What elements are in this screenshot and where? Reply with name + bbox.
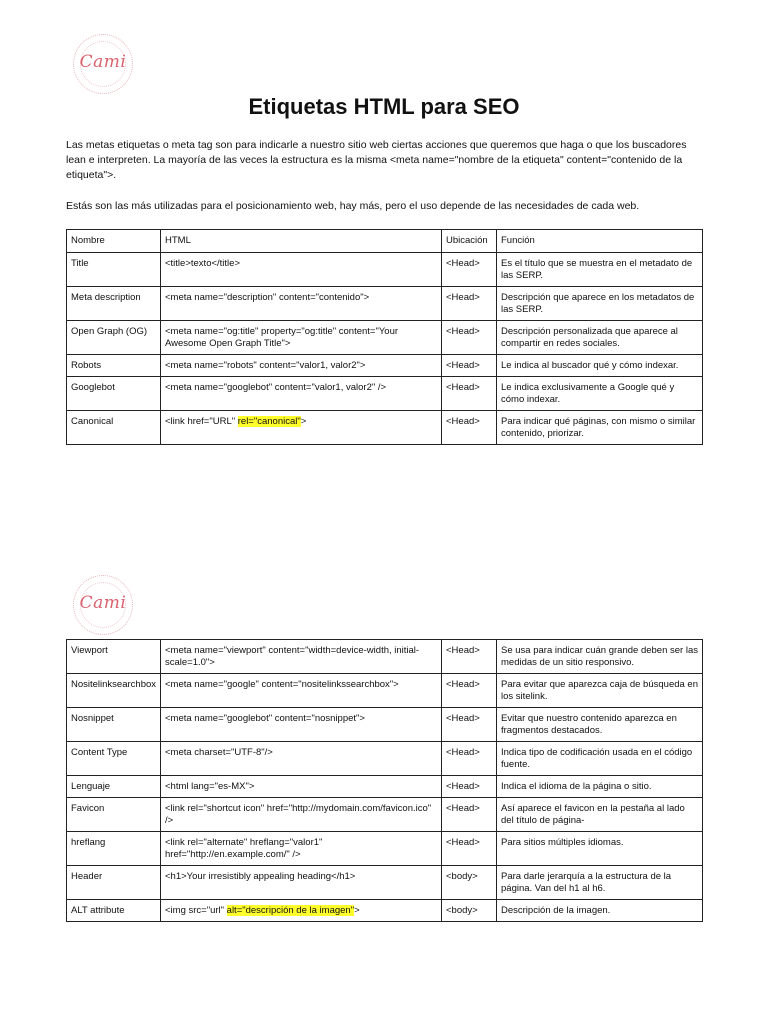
seo-tags-table: [66, 229, 703, 445]
html-code: <meta charset="UTF-8"/>: [165, 747, 273, 758]
html-code: <link rel="shortcut icon" href="http://mydomain.com/favicon.ico" />: [165, 803, 432, 826]
cell-nombre: Content Type: [67, 742, 161, 776]
cell-funcion: Le indica exclusivamente a Google qué y cómo indexar.: [497, 377, 703, 411]
html-highlight: rel="canonical": [237, 416, 301, 427]
cell-ubicacion: <Head>: [442, 411, 497, 445]
cell-ubicacion: <Head>: [442, 832, 497, 866]
table-header-row: [67, 230, 703, 253]
table-row: [67, 674, 703, 708]
cell-html: [161, 708, 442, 742]
cell-funcion: Descripción que aparece en los metadatos de las SERP.: [497, 287, 703, 321]
cell-nombre: ALT attribute: [67, 900, 161, 922]
html-highlight: alt="descripción de la imagen": [226, 905, 355, 916]
cell-html: [161, 287, 442, 321]
cell-nombre: Favicon: [67, 798, 161, 832]
header-funcion: Función: [497, 230, 703, 253]
cell-ubicacion: <body>: [442, 900, 497, 922]
cell-ubicacion: <Head>: [442, 776, 497, 798]
html-code: <meta name="description" content="contenido">: [165, 292, 370, 303]
html-code: <title>texto</title>: [165, 258, 240, 269]
html-code-end: >: [300, 416, 307, 427]
intro-paragraph: Las metas etiquetas o meta tag son para indicarle a nuestro sitio web ciertas acciones que queremos que haga o que los buscadores lean e interpreten. La mayoría de las veces la estructura es la misma <meta name="nombre de la etiqueta" content="contenido de la etiqueta">.: [66, 139, 687, 181]
cell-html: [161, 900, 442, 922]
cell-nombre: Googlebot: [67, 377, 161, 411]
cell-nombre: Open Graph (OG): [67, 321, 161, 355]
logo-text: Cami: [79, 593, 127, 613]
cell-ubicacion: <Head>: [442, 253, 497, 287]
html-code: <meta name="og:title" property="og:title" content="Your Awesome Open Graph Title">: [165, 326, 399, 349]
html-code: <meta name="robots" content="valor1, valor2">: [165, 360, 366, 371]
cell-ubicacion: <Head>: [442, 355, 497, 377]
html-code: <link href="URL": [165, 416, 238, 427]
html-code: <meta name="googlebot" content="nosnippet">: [165, 713, 365, 724]
cell-ubicacion: <Head>: [442, 708, 497, 742]
cell-funcion: Para darle jerarquía a la estructura de la página. Van del h1 al h6.: [497, 866, 703, 900]
table-row: [67, 411, 703, 445]
cell-nombre: Canonical: [67, 411, 161, 445]
cell-nombre: Nosnippet: [67, 708, 161, 742]
cell-funcion: Es el título que se muestra en el metadato de las SERP.: [497, 253, 703, 287]
table-row: [67, 321, 703, 355]
html-code: <meta name="google" content="nositelinkssearchbox">: [165, 679, 399, 690]
cell-ubicacion: <Head>: [442, 798, 497, 832]
table-row: [67, 900, 703, 922]
cell-ubicacion: <Head>: [442, 321, 497, 355]
cell-funcion: Así aparece el favicon en la pestaña al lado del título de página-: [497, 798, 703, 832]
cell-nombre: Robots: [67, 355, 161, 377]
cell-funcion: Descripción de la imagen.: [497, 900, 703, 922]
cell-nombre: hreflang: [67, 832, 161, 866]
cell-html: [161, 742, 442, 776]
cell-html: [161, 776, 442, 798]
table-row: [67, 377, 703, 411]
table-row: [67, 355, 703, 377]
table-row: [67, 708, 703, 742]
seo-tags-table-continued: [66, 639, 703, 922]
cell-html: [161, 674, 442, 708]
page-title: Etiquetas HTML para SEO: [248, 94, 520, 119]
cell-ubicacion: <Head>: [442, 287, 497, 321]
cell-nombre: Nositelinksearchbox: [67, 674, 161, 708]
cell-funcion: Se usa para indicar cuán grande deben ser las medidas de un sitio responsivo.: [497, 640, 703, 674]
cell-nombre: Header: [67, 866, 161, 900]
table-row: [67, 287, 703, 321]
table-row: [67, 640, 703, 674]
cell-funcion: Para evitar que aparezca caja de búsqueda en los sitelink.: [497, 674, 703, 708]
cell-html: [161, 377, 442, 411]
cell-html: [161, 832, 442, 866]
cell-nombre: Title: [67, 253, 161, 287]
cell-html: [161, 253, 442, 287]
cell-html: [161, 866, 442, 900]
header-html: HTML: [161, 230, 442, 253]
table-row: [67, 742, 703, 776]
brand-logo-page-2: [73, 575, 133, 635]
intro-paragraph-2: Estás son las más utilizadas para el posicionamiento web, hay más, pero el uso depende de las necesidades de cada web.: [66, 200, 640, 212]
cell-funcion: Para sitios múltiples idiomas.: [497, 832, 703, 866]
cell-ubicacion: <body>: [442, 866, 497, 900]
cell-ubicacion: <Head>: [442, 640, 497, 674]
cell-html: [161, 355, 442, 377]
cell-ubicacion: <Head>: [442, 377, 497, 411]
logo-text: Cami: [79, 52, 127, 72]
cell-nombre: Viewport: [67, 640, 161, 674]
cell-ubicacion: <Head>: [442, 742, 497, 776]
html-code-end: >: [354, 905, 360, 916]
header-nombre: Nombre: [67, 230, 161, 253]
cell-funcion: Indica el idioma de la página o sitio.: [497, 776, 703, 798]
table-row: [67, 776, 703, 798]
cell-funcion: Indica tipo de codificación usada en el código fuente.: [497, 742, 703, 776]
cell-nombre: Meta description: [67, 287, 161, 321]
html-code: <h1>Your irresistibly appealing heading</h1>: [165, 871, 356, 882]
cell-funcion: Descripción personalizada que aparece al compartir en redes sociales.: [497, 321, 703, 355]
table-row: [67, 866, 703, 900]
cell-html: [161, 798, 442, 832]
table-row: [67, 253, 703, 287]
cell-html: [161, 411, 442, 445]
cell-html: [161, 321, 442, 355]
cell-nombre: Lenguaje: [67, 776, 161, 798]
cell-funcion: Le indica al buscador qué y cómo indexar.: [497, 355, 703, 377]
cell-ubicacion: <Head>: [442, 674, 497, 708]
html-code: <meta name="googlebot" content="valor1, valor2" />: [165, 382, 387, 393]
cell-funcion: Para indicar qué páginas, con mismo o similar contenido, priorizar.: [497, 411, 703, 445]
html-code: <img src="url": [165, 905, 227, 916]
cell-funcion: Evitar que nuestro contenido aparezca en fragmentos destacados.: [497, 708, 703, 742]
html-code: <html lang="es-MX">: [165, 781, 255, 792]
table-row: [67, 798, 703, 832]
table-row: [67, 832, 703, 866]
brand-logo: [73, 34, 133, 94]
html-code: <meta name="viewport" content="width=device-width, initial-scale=1.0">: [165, 645, 420, 668]
cell-html: [161, 640, 442, 674]
html-code: <link rel="alternate" hreflang="valor1" href="http://en.example.com/" />: [165, 837, 323, 860]
header-ubicacion: Ubicación: [442, 230, 497, 253]
